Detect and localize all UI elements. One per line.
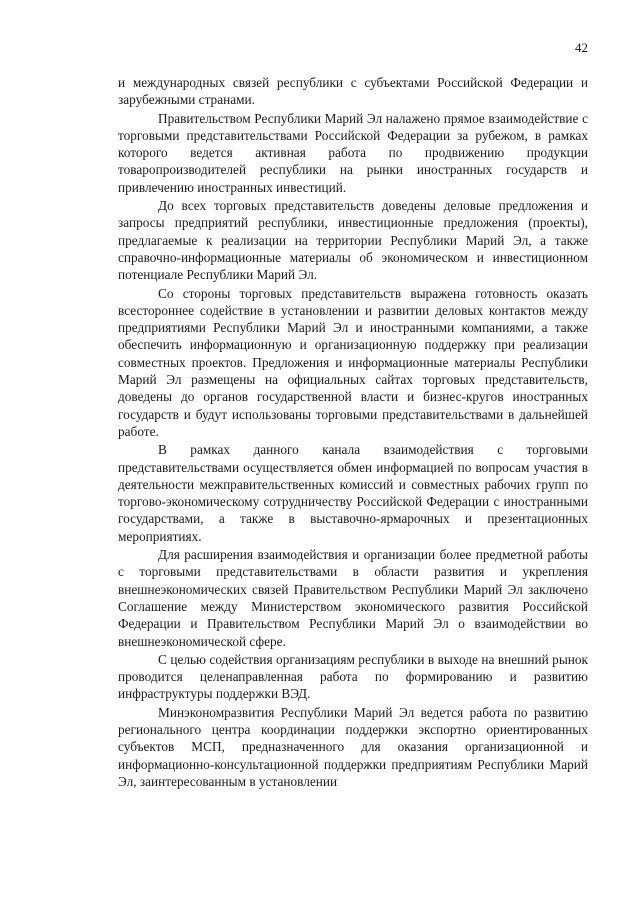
paragraph: До всех торговых представительств доведены деловые предложения и запросы предприятий республики, инвестиционные предложения (проекты), предлагаемые к реализации на территории Республики Марий Эл, а также справочно-информационные материалы об экономическом и инвестиционном потенциале Республики Марий Эл. (118, 198, 588, 283)
paragraph: С целью содействия организациям республики в выходе на внешний рынок проводится целенаправленная работа по формированию и развитию инфраструктуры поддержки ВЭД. (118, 651, 588, 702)
paragraph-continuation: и международных связей республики с субъектами Российской Федерации и зарубежными странами. (118, 75, 588, 108)
paragraph: Для расширения взаимодействия и организации более предметной работы с торговыми представительствами в области развития и укрепления внешнеэкономических связей Правительством Республики Марий Эл заключено Соглашение между Министерством экономического развития Российской Федерации и Правительством Республики Марий Эл о взаимодействии во внешнеэкономической сфере. (118, 547, 588, 649)
paragraph: Правительством Республики Марий Эл налажено прямое взаимодействие с торговыми представительствами Российской Федерации за рубежом, в рамках которого ведется активная работа по продвижению продукции товаропроизводителей республики на рынки иностранных государств и привлечению иностранных инвестиций. (118, 110, 588, 195)
page-number: 42 (575, 40, 588, 55)
paragraph: Со стороны торговых представительств выражена готовность оказать всестороннее содействие в установлении и развитии деловых контактов между предприятиями Республики Марий Эл и иностранными компаниями, а также обеспечить информационную и организационную поддержку при реализации совместных проектов. Предложения и информационные материалы Республики Марий Эл размещены на официальных сайтах торговых представительств, доведены до органов государственной власти и бизнес-кругов иностранных государств и будут использованы торговыми представительствами в дальнейшей работе. (118, 285, 588, 439)
document-body (118, 74, 588, 790)
paragraph: В рамках данного канала взаимодействия с торговыми представительствами осуществляется обмен информацией по вопросам участия в деятельности межправительственных комиссий и совместных рабочих групп по торгово-экономическому сотрудничеству Российской Федерации с иностранными государствами, а также в выставочно-ярмарочных и презентационных мероприятиях. (118, 442, 588, 544)
paragraph: Минэкономразвития Республики Марий Эл ведется работа по развитию регионального центра координации поддержки экспортно ориентированных субъектов МСП, предназначенного для оказания организационной и информационно-консультационной поддержки предприятиям Республики Марий Эл, заинтересованным в установлении (118, 704, 588, 789)
